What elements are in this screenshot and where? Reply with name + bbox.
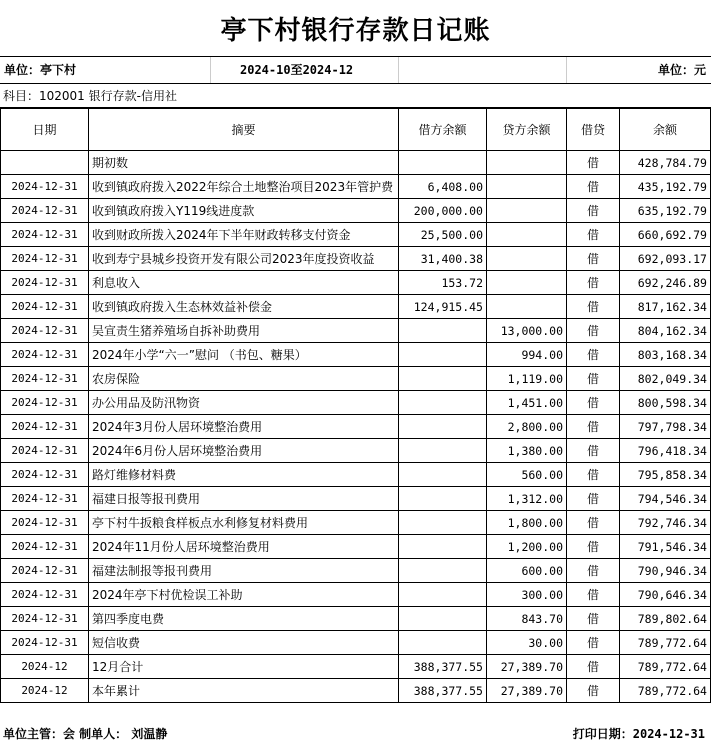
cell-date [1, 151, 89, 175]
cell-credit: 1,800.00 [487, 511, 567, 535]
table-row [1, 583, 711, 607]
cell-debit: 388,377.55 [399, 679, 487, 703]
cell-credit [487, 247, 567, 271]
cell-direction: 借 [567, 655, 620, 679]
cell-debit [399, 439, 487, 463]
cell-summary: 短信收费 [89, 631, 399, 655]
cell-direction: 借 [567, 223, 620, 247]
cell-summary: 利息收入 [89, 271, 399, 295]
cell-balance: 790,646.34 [620, 583, 711, 607]
cell-direction: 借 [567, 607, 620, 631]
footer [0, 723, 711, 742]
table-row [1, 175, 711, 199]
cell-summary: 本年累计 [89, 679, 399, 703]
cell-debit: 124,915.45 [399, 295, 487, 319]
cell-date: 2024-12-31 [1, 487, 89, 511]
cell-summary: 福建日报等报刊费用 [89, 487, 399, 511]
table-row [1, 271, 711, 295]
cell-credit: 600.00 [487, 559, 567, 583]
ledger-table [0, 108, 711, 703]
cell-credit [487, 295, 567, 319]
cell-debit: 200,000.00 [399, 199, 487, 223]
cell-credit [487, 223, 567, 247]
table-row [1, 439, 711, 463]
cell-debit [399, 607, 487, 631]
cell-direction: 借 [567, 343, 620, 367]
table-row [1, 655, 711, 679]
cell-summary: 2024年3月份人居环境整治费用 [89, 415, 399, 439]
cell-credit: 994.00 [487, 343, 567, 367]
cell-debit [399, 343, 487, 367]
cell-direction: 借 [567, 415, 620, 439]
cell-debit [399, 631, 487, 655]
cell-date: 2024-12-31 [1, 271, 89, 295]
cell-summary: 办公用品及防汛物资 [89, 391, 399, 415]
cell-summary: 吴宣责生猪养殖场自拆补助费用 [89, 319, 399, 343]
cell-credit: 2,800.00 [487, 415, 567, 439]
header-row [1, 109, 711, 151]
cell-direction: 借 [567, 199, 620, 223]
cell-credit [487, 151, 567, 175]
table-row [1, 319, 711, 343]
cell-direction: 借 [567, 559, 620, 583]
col-header-balance: 余额 [620, 109, 711, 151]
cell-direction: 借 [567, 319, 620, 343]
cell-date: 2024-12-31 [1, 247, 89, 271]
col-header-debit: 借方余额 [399, 109, 487, 151]
table-row [1, 631, 711, 655]
cell-date: 2024-12-31 [1, 391, 89, 415]
cell-debit: 6,408.00 [399, 175, 487, 199]
cell-direction: 借 [567, 295, 620, 319]
cell-date: 2024-12-31 [1, 439, 89, 463]
cell-balance: 789,772.64 [620, 679, 711, 703]
cell-balance: 791,546.34 [620, 535, 711, 559]
cell-direction: 借 [567, 583, 620, 607]
info-divider [210, 57, 211, 83]
cell-credit: 1,451.00 [487, 391, 567, 415]
cell-balance: 795,858.34 [620, 463, 711, 487]
cell-date: 2024-12-31 [1, 415, 89, 439]
cell-date: 2024-12-31 [1, 175, 89, 199]
table-row [1, 607, 711, 631]
cell-date: 2024-12-31 [1, 295, 89, 319]
period: 2024-10至2024-12 [240, 63, 354, 77]
cell-date: 2024-12-31 [1, 463, 89, 487]
cell-summary: 2024年11月份人居环境整治费用 [89, 535, 399, 559]
cell-balance: 692,246.89 [620, 271, 711, 295]
cell-credit: 300.00 [487, 583, 567, 607]
cell-summary: 12月合计 [89, 655, 399, 679]
cell-direction: 借 [567, 439, 620, 463]
cell-direction: 借 [567, 679, 620, 703]
cell-debit: 388,377.55 [399, 655, 487, 679]
table-row [1, 247, 711, 271]
col-header-direction: 借贷 [567, 109, 620, 151]
col-header-date: 日期 [1, 109, 89, 151]
cell-debit [399, 151, 487, 175]
cell-date: 2024-12-31 [1, 535, 89, 559]
print-date: 打印日期：2024-12-31 [572, 727, 705, 741]
cell-credit: 1,380.00 [487, 439, 567, 463]
cell-balance: 790,946.34 [620, 559, 711, 583]
cell-summary: 福建法制报等报刊费用 [89, 559, 399, 583]
cell-balance: 796,418.34 [620, 439, 711, 463]
cell-summary: 2024年小学“六一”慰问 （书包、糖果） [89, 343, 399, 367]
cell-date: 2024-12-31 [1, 559, 89, 583]
cell-direction: 借 [567, 391, 620, 415]
cell-balance: 789,802.64 [620, 607, 711, 631]
table-row [1, 487, 711, 511]
footer-signatures: 单位主管：会 制单人： 刘温静 [3, 727, 168, 741]
cell-balance: 789,772.64 [620, 631, 711, 655]
cell-summary: 第四季度电费 [89, 607, 399, 631]
cell-direction: 借 [567, 175, 620, 199]
cell-credit [487, 199, 567, 223]
cell-balance: 800,598.34 [620, 391, 711, 415]
cell-debit [399, 391, 487, 415]
cell-direction: 借 [567, 511, 620, 535]
cell-debit [399, 583, 487, 607]
cell-summary: 期初数 [89, 151, 399, 175]
table-row [1, 199, 711, 223]
cell-debit [399, 367, 487, 391]
cell-summary: 2024年亭下村优检误工补助 [89, 583, 399, 607]
cell-direction: 借 [567, 463, 620, 487]
cell-summary: 收到财政所拨入2024年下半年财政转移支付资金 [89, 223, 399, 247]
cell-credit: 1,312.00 [487, 487, 567, 511]
cell-credit: 843.70 [487, 607, 567, 631]
cell-debit [399, 463, 487, 487]
cell-summary: 农房保险 [89, 367, 399, 391]
cell-date: 2024-12-31 [1, 583, 89, 607]
cell-debit [399, 415, 487, 439]
cell-balance: 817,162.34 [620, 295, 711, 319]
cell-balance: 803,168.34 [620, 343, 711, 367]
cell-summary: 收到寿宁县城乡投资开发有限公司2023年度投资收益 [89, 247, 399, 271]
table-row [1, 679, 711, 703]
cell-balance: 802,049.34 [620, 367, 711, 391]
table-row [1, 151, 711, 175]
cell-date: 2024-12-31 [1, 199, 89, 223]
col-header-credit: 贷方余额 [487, 109, 567, 151]
cell-balance: 435,192.79 [620, 175, 711, 199]
cell-date: 2024-12 [1, 679, 89, 703]
table-row [1, 343, 711, 367]
table-row [1, 415, 711, 439]
cell-direction: 借 [567, 367, 620, 391]
cell-credit [487, 175, 567, 199]
cell-debit: 25,500.00 [399, 223, 487, 247]
table-row [1, 559, 711, 583]
cell-direction: 借 [567, 487, 620, 511]
cell-debit [399, 487, 487, 511]
cell-direction: 借 [567, 247, 620, 271]
cell-balance: 692,093.17 [620, 247, 711, 271]
cell-debit: 153.72 [399, 271, 487, 295]
table-row [1, 511, 711, 535]
cell-direction: 借 [567, 271, 620, 295]
cell-direction: 借 [567, 535, 620, 559]
table-row [1, 295, 711, 319]
table-row [1, 367, 711, 391]
cell-credit: 30.00 [487, 631, 567, 655]
cell-balance: 660,692.79 [620, 223, 711, 247]
cell-balance: 797,798.34 [620, 415, 711, 439]
table-row [1, 463, 711, 487]
cell-date: 2024-12-31 [1, 223, 89, 247]
cell-debit [399, 511, 487, 535]
cell-balance: 789,772.64 [620, 655, 711, 679]
cell-balance: 635,192.79 [620, 199, 711, 223]
unit-right: 单位：元 [657, 63, 706, 77]
cell-direction: 借 [567, 151, 620, 175]
cell-summary: 收到镇政府拨入Y119线进度款 [89, 199, 399, 223]
cell-debit [399, 559, 487, 583]
info-divider [398, 57, 399, 83]
table-row [1, 223, 711, 247]
cell-debit [399, 319, 487, 343]
table-row [1, 391, 711, 415]
cell-credit: 27,389.70 [487, 655, 567, 679]
cell-date: 2024-12-31 [1, 343, 89, 367]
cell-debit: 31,400.38 [399, 247, 487, 271]
cell-credit: 1,119.00 [487, 367, 567, 391]
info-divider [566, 57, 567, 83]
cell-summary: 收到镇政府拨入生态林效益补偿金 [89, 295, 399, 319]
cell-date: 2024-12-31 [1, 367, 89, 391]
cell-summary: 收到镇政府拨入2022年综合土地整治项目2023年管护费 [89, 175, 399, 199]
cell-balance: 428,784.79 [620, 151, 711, 175]
cell-debit [399, 535, 487, 559]
cell-credit: 13,000.00 [487, 319, 567, 343]
cell-balance: 804,162.34 [620, 319, 711, 343]
table-row [1, 535, 711, 559]
cell-credit: 27,389.70 [487, 679, 567, 703]
cell-summary: 2024年6月份人居环境整治费用 [89, 439, 399, 463]
cell-balance: 794,546.34 [620, 487, 711, 511]
info-bar [0, 56, 711, 84]
account-subject: 科目：102001 银行存款-信用社 [0, 84, 711, 108]
cell-credit [487, 271, 567, 295]
cell-date: 2024-12-31 [1, 319, 89, 343]
cell-direction: 借 [567, 631, 620, 655]
cell-balance: 792,746.34 [620, 511, 711, 535]
cell-summary: 亭下村牛扳粮食样板点水利修复材料费用 [89, 511, 399, 535]
ledger-title: 亭下村银行存款日记账 [220, 15, 491, 46]
cell-credit: 560.00 [487, 463, 567, 487]
cell-date: 2024-12 [1, 655, 89, 679]
col-header-summary: 摘要 [89, 109, 399, 151]
cell-date: 2024-12-31 [1, 511, 89, 535]
unit-left: 单位：亭下村 [4, 63, 77, 77]
cell-date: 2024-12-31 [1, 631, 89, 655]
cell-summary: 路灯维修材料费 [89, 463, 399, 487]
cell-date: 2024-12-31 [1, 607, 89, 631]
cell-credit: 1,200.00 [487, 535, 567, 559]
